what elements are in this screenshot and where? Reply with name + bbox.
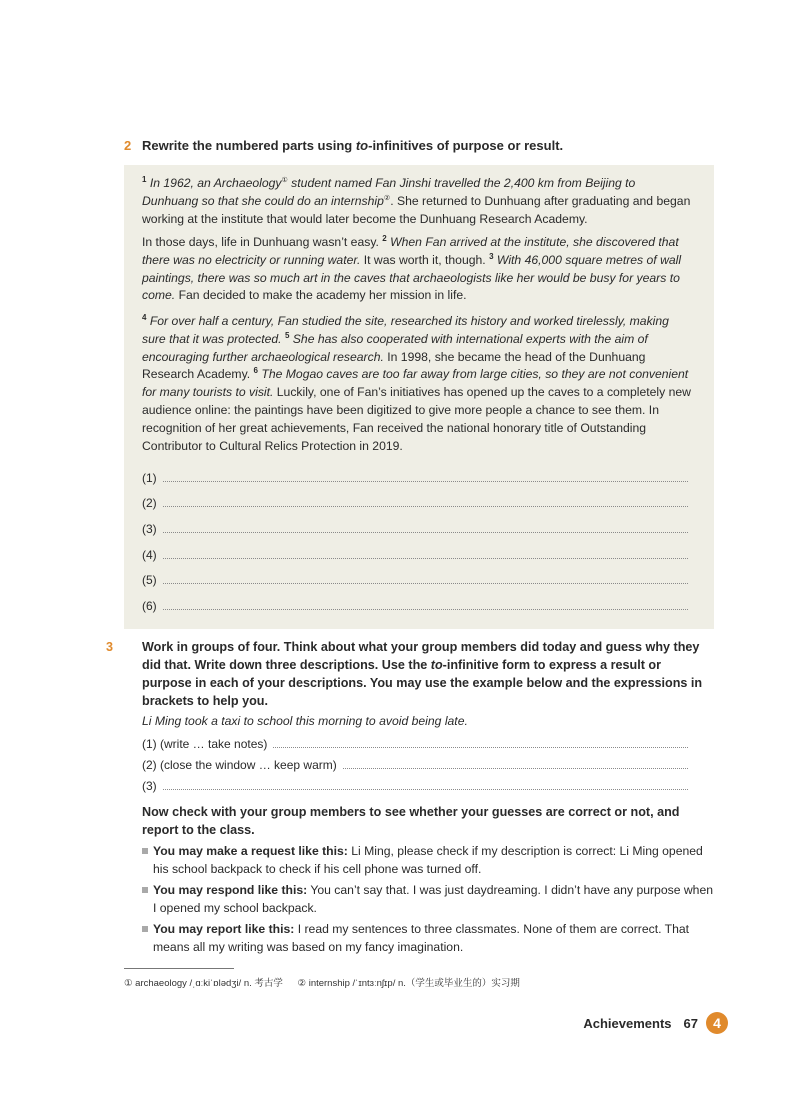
exercise-3-number: 3 [106,640,114,654]
answer-line-5[interactable]: (5) [142,569,688,587]
bullet-square-icon [142,887,148,893]
answer-line-4[interactable]: (4) [142,544,688,562]
bullet-request: You may make a request like this: Li Ming, please check if my description is correct: Li Ming opened his school backpack to check if his cell phone was turned off. [142,842,714,878]
reading-passage-panel [124,165,714,629]
description-line-1[interactable]: (1) (write … take notes) [142,733,688,751]
footnote-divider [124,968,234,969]
bullet-report: You may report like this: I read my sentences to three classmates. None of them are correct. That means all my writing was based on my fancy imagination. [142,920,714,956]
footnote-ref-1: ① [281,177,288,184]
answer-line-6[interactable]: (6) [142,595,688,613]
passage-paragraph-1: $^1$ In 1962, an Archaeology① student named Fan Jinshi travelled the 2,400 km from Beijing to Dunhuang so that she could do an internship②. She returned to Dunhuang after graduating and began working at the institute that would later become the Dunhuang Research Academy. [142,175,691,226]
page-footer [583,1012,728,1034]
follow-up-instruction: Now check with your group members to see whether your guesses are correct or not, and report to the class. [142,805,680,837]
bullet-square-icon [142,848,148,854]
answer-line-2[interactable]: (2) [142,492,688,510]
footnote-ref-2: ② [383,194,391,202]
bullet-respond: You may respond like this: You can’t say that. I was just daydreaming. I didn’t have any purpose when I opened my school backpack. [142,881,714,917]
answer-line-3[interactable]: (3) [142,518,688,536]
description-line-3[interactable]: (3) [142,775,688,793]
passage-paragraph-2: In those days, life in Dunhuang wasn’t easy. $^2$ When Fan arrived at the institute, she discovered that there was no electricity or running water. It was worth it, though. $^3$ With 46,000 square metres of wall paintings, there was so much art in the caves that archaeologists like her would be busy for years to come. Fan decided to make the academy her mission in life. [142,234,682,303]
exercise-2-title: 2 Rewrite the numbered parts using to-infinitives of purpose or result. [124,138,564,153]
passage-paragraph-3: $^4$ For over half a century, Fan studied the site, researched its history and worked tirelessly, making sure that it was protected. $^5$ She has also cooperated with international experts with the aim of encouraging further archaeological research. In 1998, she became the head of the Dunhuang Research Academy. $^6$ The Mogao caves are too far away from large cities, so they are not convenient for many tourists to visit. Luckily, one of Fan’s initiatives has opened up the caves to a completely new audience online: the paintings have been digitized to give more people a chance to see them. In recognition of her great achievements, Fan received the national honorary title of Outstanding Contributor to Cultural Relics Protection in 2019. [142,313,691,453]
exercise-2-number: 2 [124,138,132,153]
footnotes [124,975,532,989]
section-name: Achievements [583,1015,672,1031]
answer-line-1[interactable]: (1) [142,467,688,485]
page-number: 67 [683,1015,698,1031]
footnote-internship: ② internship /ˈɪntɜːnʃɪp/ n.（学生或毕业生的）实习期 [297,978,520,989]
exercise-3 [106,638,714,956]
bullet-square-icon [142,926,148,932]
description-line-2[interactable]: (2) (close the window … keep warm) [142,754,688,772]
unit-badge: 4 [706,1012,728,1034]
example-sentence: Li Ming took a taxi to school this morning to avoid being late. [142,714,468,728]
footnote-archaeology: ① archaeology /ˌɑːkiˈɒlədʒi/ n. 考古学 [124,978,283,989]
exercise-3-title: 3 Work in groups of four. Think about what your group members did today and guess why they did that. Write down three descriptions. Use the to-infinitive form to express a result or purpose in each of your descriptions. You may use the example below and the expressions in brackets to help you. [106,640,703,708]
